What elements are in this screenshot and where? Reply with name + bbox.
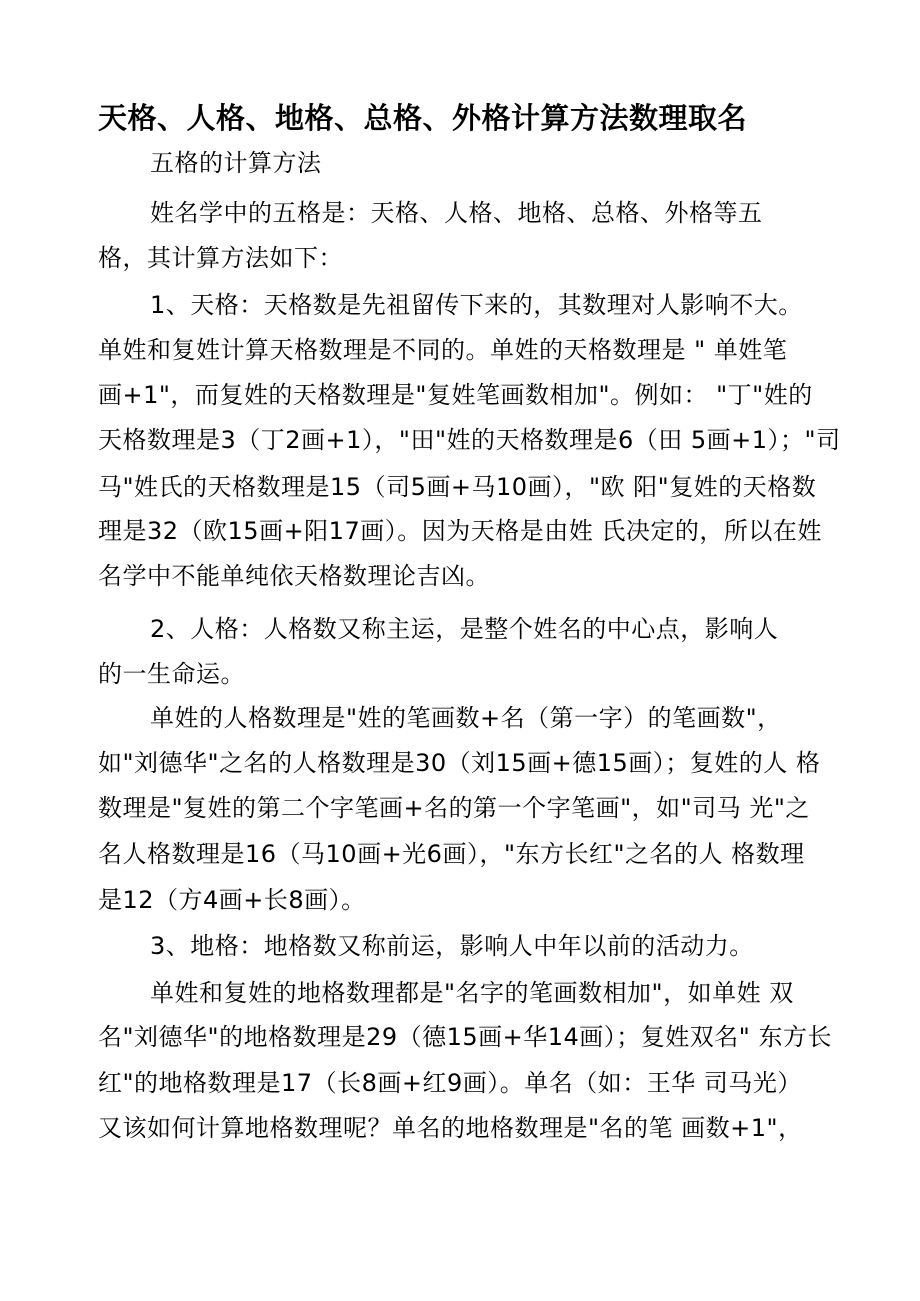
- paragraph-line: 名人格数理是16（马10画+光6画），"东方长红"之名的人 格数理: [98, 840, 805, 868]
- paragraph-line: 单姓的人格数理是"姓的笔画数+名（第一字）的笔画数"，: [150, 704, 782, 732]
- paragraph-line: 名学中不能单纯依天格数理论吉凶。: [98, 562, 490, 590]
- paragraph-line: 单姓和复姓的地格数理都是"名字的笔画数相加"，如单姓 双: [150, 979, 794, 1007]
- paragraph-line: 理是32（欧15画+阳17画）。因为天格是由姓 氏决定的，所以在姓: [98, 517, 822, 545]
- paragraph-line: 单姓和复姓计算天格数理是不同的。单姓的天格数理是 " 单姓笔: [98, 336, 788, 364]
- document-title: 天格、人格、地格、总格、外格计算方法数理取名: [98, 101, 748, 135]
- paragraph-line: 画+1"，而复姓的天格数理是"复姓笔画数相加"。例如： "丁"姓的: [98, 381, 813, 409]
- paragraph-line: 如"刘德华"之名的人格数理是30（刘15画+德15画）；复姓的人 格: [98, 749, 821, 777]
- section-heading: 五格的计算方法: [150, 149, 322, 177]
- paragraph-line: 1、天格：天格数是先祖留传下来的，其数理对人影响不大。: [150, 291, 803, 319]
- paragraph-line: 数理是"复姓的第二个字笔画+名的第一个字笔画"，如"司马 光"之: [98, 794, 810, 822]
- paragraph-line: 马"姓氏的天格数理是15（司5画+马10画），"欧 阳"复姓的天格数: [98, 473, 817, 501]
- paragraph-line: 格，其计算方法如下：: [98, 244, 343, 272]
- paragraph-line: 姓名学中的五格是：天格、人格、地格、总格、外格等五: [150, 199, 763, 227]
- paragraph-line: 天格数理是3（丁2画+1），"田"姓的天格数理是6（田 5画+1）；"司: [98, 426, 841, 454]
- paragraph-line: 3、地格：地格数又称前运，影响人中年以前的活动力。: [150, 932, 754, 960]
- paragraph-line: 名"刘德华"的地格数理是29（德15画+华14画）；复姓双名" 东方长: [98, 1023, 832, 1051]
- paragraph-line: 是12（方4画+长8画）。: [98, 886, 366, 914]
- paragraph-line: 的一生命运。: [98, 660, 245, 688]
- paragraph-line: 红"的地格数理是17（长8画+红9画）。单名（如：王华 司马光）: [98, 1069, 802, 1097]
- paragraph-line: 又该如何计算地格数理呢？单名的地格数理是"名的笔 画数+1"，: [98, 1114, 803, 1142]
- paragraph-line: 2、人格：人格数又称主运，是整个姓名的中心点，影响人: [150, 615, 779, 643]
